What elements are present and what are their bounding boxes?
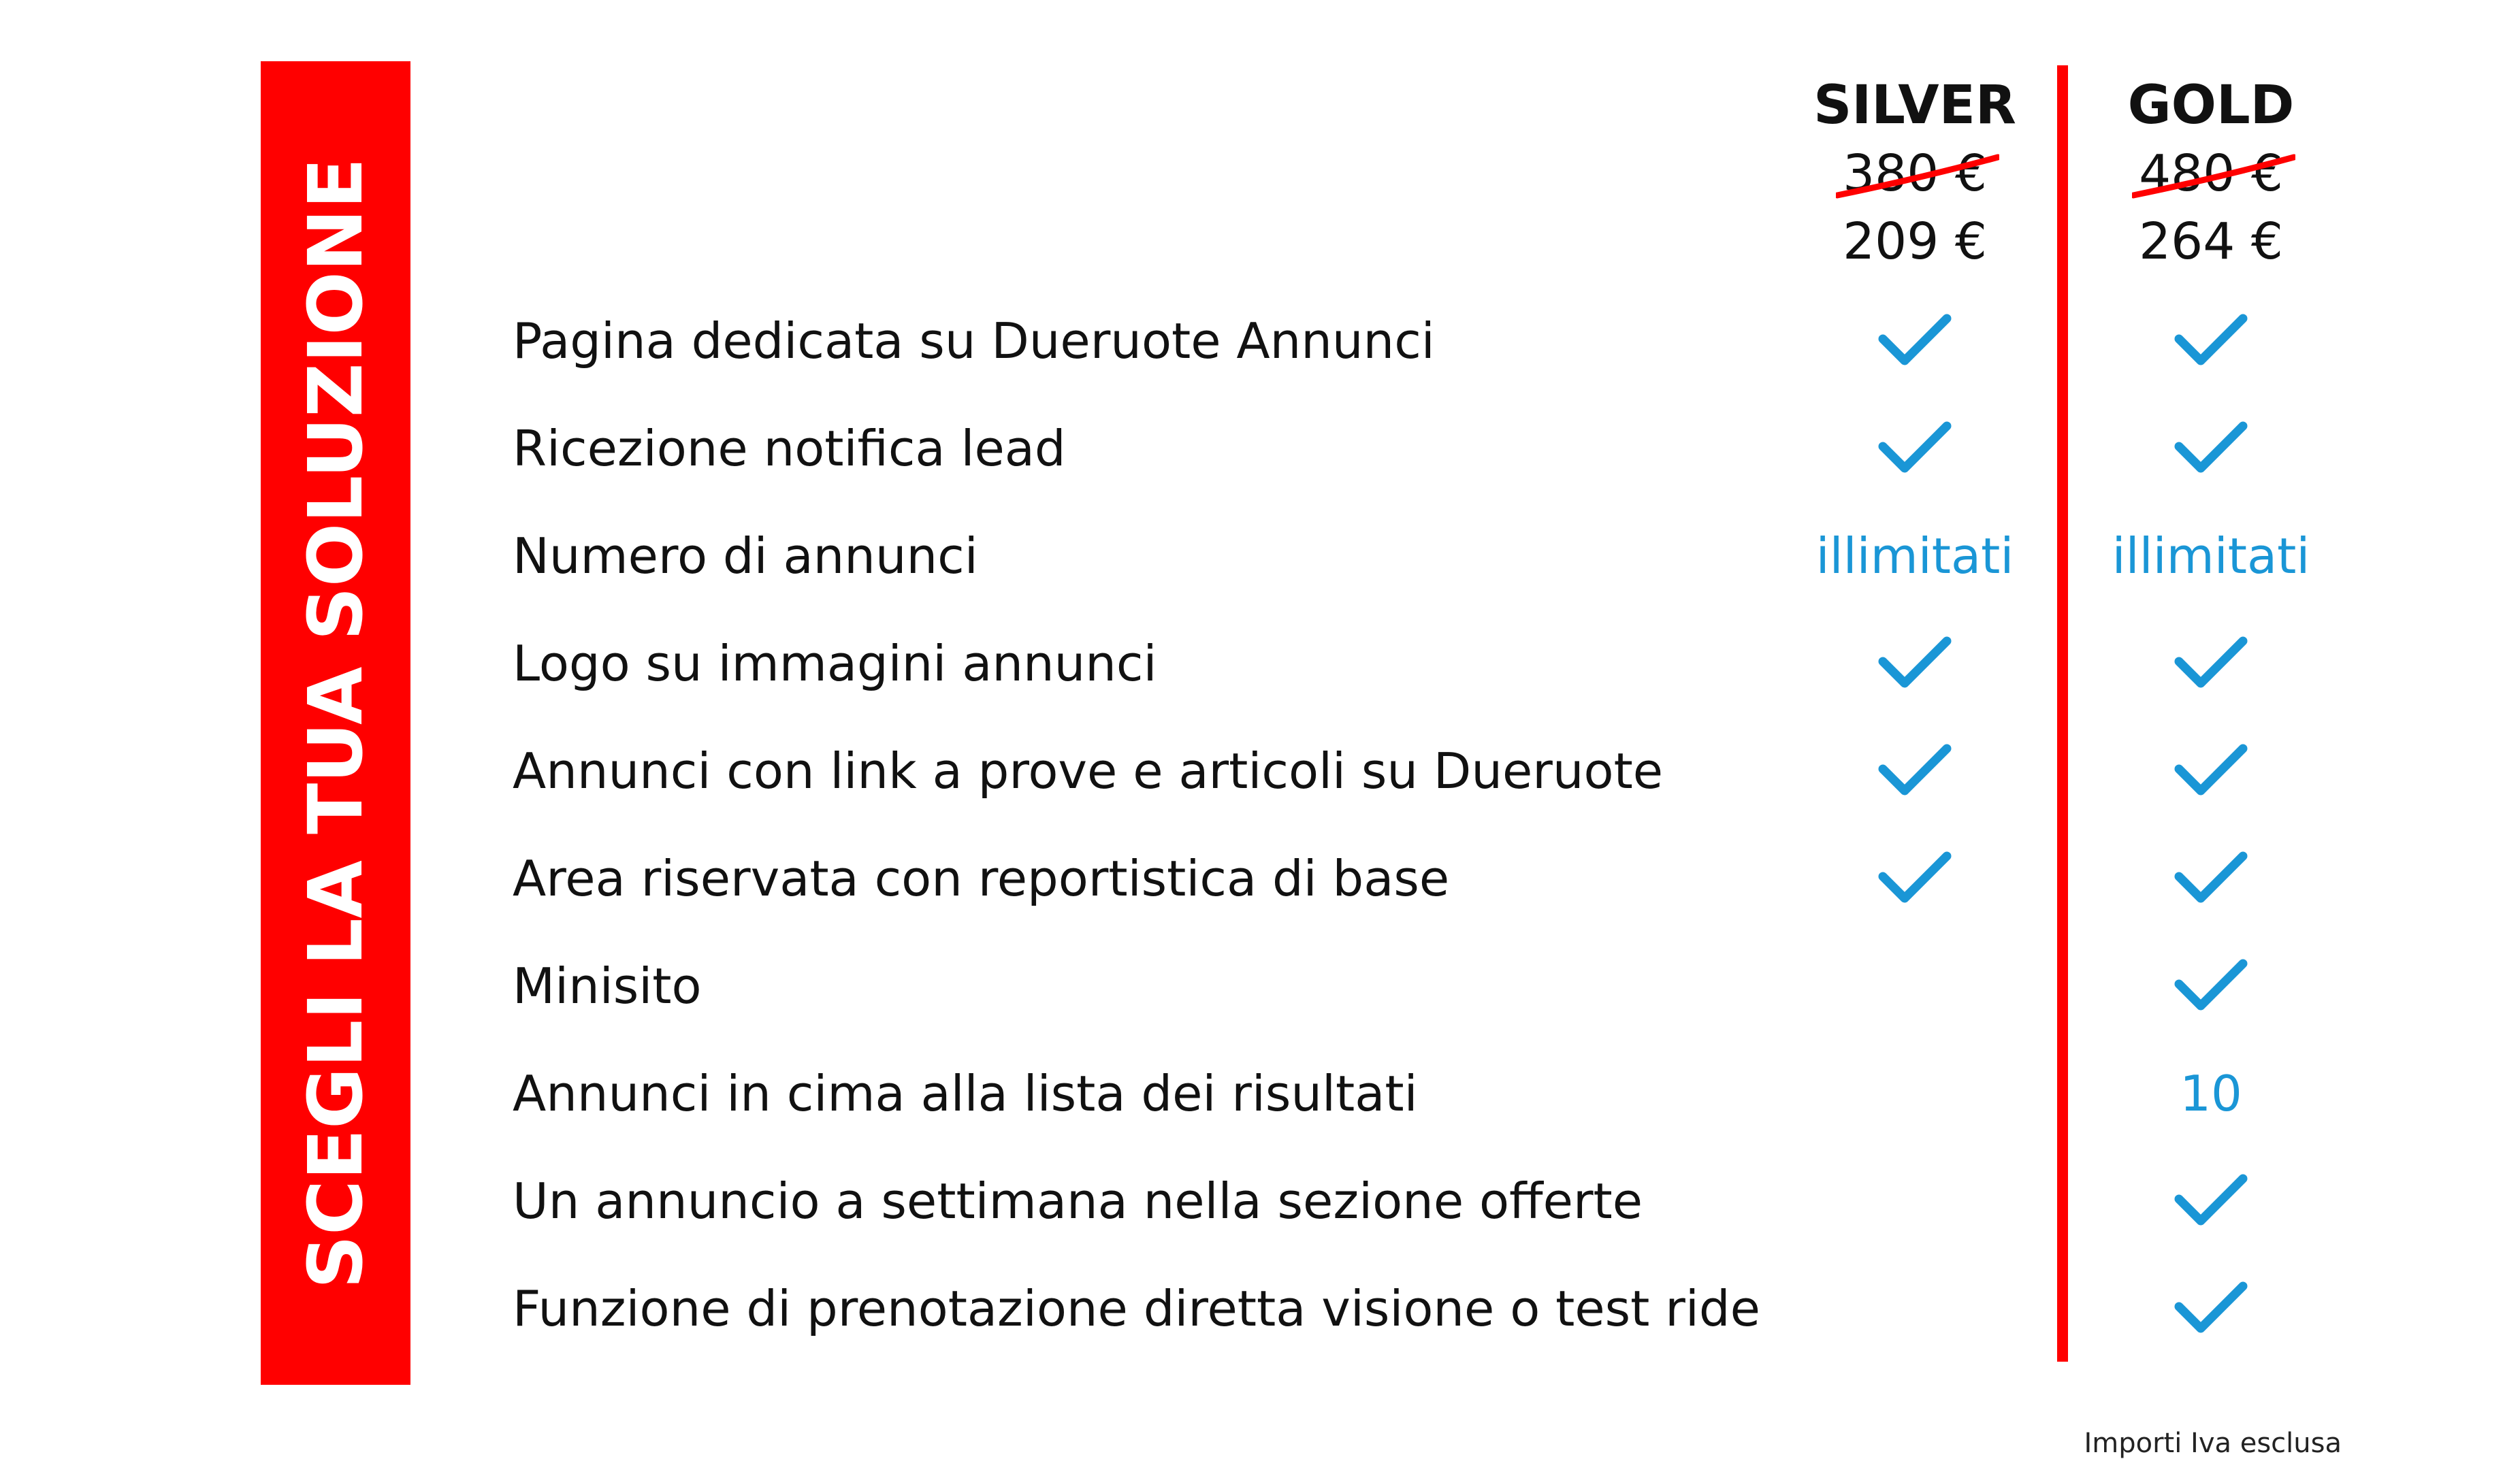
feature-cell-silver [1768, 825, 2061, 932]
feature-label: Funzione di prenotazione diretta visione o test ride [513, 1280, 1760, 1337]
check-icon [2174, 848, 2248, 909]
feature-label: Pagina dedicata su Dueruote Annunci [513, 312, 1435, 370]
feature-cell-silver [1768, 502, 2061, 610]
feature-cell-silver [1768, 395, 2061, 502]
feature-cell-silver [1768, 1040, 2061, 1147]
feature-cell-gold [2065, 1040, 2357, 1147]
feature-cell-silver [1768, 1255, 2061, 1362]
feature-cell-gold [2065, 395, 2357, 502]
feature-row [0, 610, 2520, 717]
feature-cell-gold [2065, 502, 2357, 610]
feature-cell-gold [2065, 287, 2357, 395]
check-icon [1877, 633, 1952, 694]
feature-label: Numero di annunci [513, 527, 978, 585]
plan-name-silver: SILVER [1813, 75, 2016, 136]
feature-label: Minisito [513, 957, 702, 1015]
feature-label: Un annuncio a settimana nella sezione offerte [513, 1172, 1643, 1230]
feature-row [0, 1147, 2520, 1255]
vat-footnote: Importi Iva esclusa [2084, 1428, 2342, 1459]
side-banner-title: SCEGLI LA TUA SOLUZIONE [292, 157, 379, 1289]
check-icon [2174, 1278, 2248, 1339]
feature-row [0, 717, 2520, 825]
feature-cell-silver [1768, 717, 2061, 825]
check-icon [1877, 848, 1952, 909]
feature-cell-gold [2065, 1147, 2357, 1255]
feature-value-gold: illimitati [2112, 527, 2310, 585]
feature-label: Area riservata con reportistica di base [513, 850, 1450, 907]
check-icon [2174, 310, 2248, 372]
feature-label: Ricezione notifica lead [513, 420, 1066, 477]
feature-cell-gold [2065, 1255, 2357, 1362]
check-icon [2174, 1170, 2248, 1232]
new-price-silver: 209 € [1843, 212, 1987, 271]
feature-value-gold: 10 [2180, 1065, 2242, 1122]
feature-cell-silver [1768, 932, 2061, 1040]
old-price-silver-text: 380 € [1843, 144, 1987, 203]
check-icon [2174, 740, 2248, 802]
feature-cell-silver [1768, 610, 2061, 717]
feature-label: Annunci con link a prove e articoli su Dueruote [513, 742, 1664, 800]
feature-row [0, 1255, 2520, 1362]
check-icon [1877, 740, 1952, 802]
feature-label: Annunci in cima alla lista dei risultati [513, 1065, 1418, 1122]
check-icon [2174, 418, 2248, 479]
check-icon [1877, 310, 1952, 372]
feature-cell-silver [1768, 1147, 2061, 1255]
new-price-gold: 264 € [2139, 212, 2283, 271]
plan-name-gold: GOLD [2127, 75, 2295, 136]
feature-row [0, 1040, 2520, 1147]
feature-cell-silver [1768, 287, 2061, 395]
feature-row [0, 287, 2520, 395]
check-icon [2174, 955, 2248, 1017]
feature-row [0, 932, 2520, 1040]
feature-value-silver: illimitati [1815, 527, 2014, 585]
feature-cell-gold [2065, 717, 2357, 825]
feature-label: Logo su immagini annunci [513, 635, 1157, 692]
check-icon [1877, 418, 1952, 479]
old-price-gold-text: 480 € [2139, 144, 2283, 203]
feature-row [0, 395, 2520, 502]
check-icon [2174, 633, 2248, 694]
feature-row [0, 502, 2520, 610]
feature-row [0, 825, 2520, 932]
feature-cell-gold [2065, 932, 2357, 1040]
feature-cell-gold [2065, 825, 2357, 932]
feature-cell-gold [2065, 610, 2357, 717]
